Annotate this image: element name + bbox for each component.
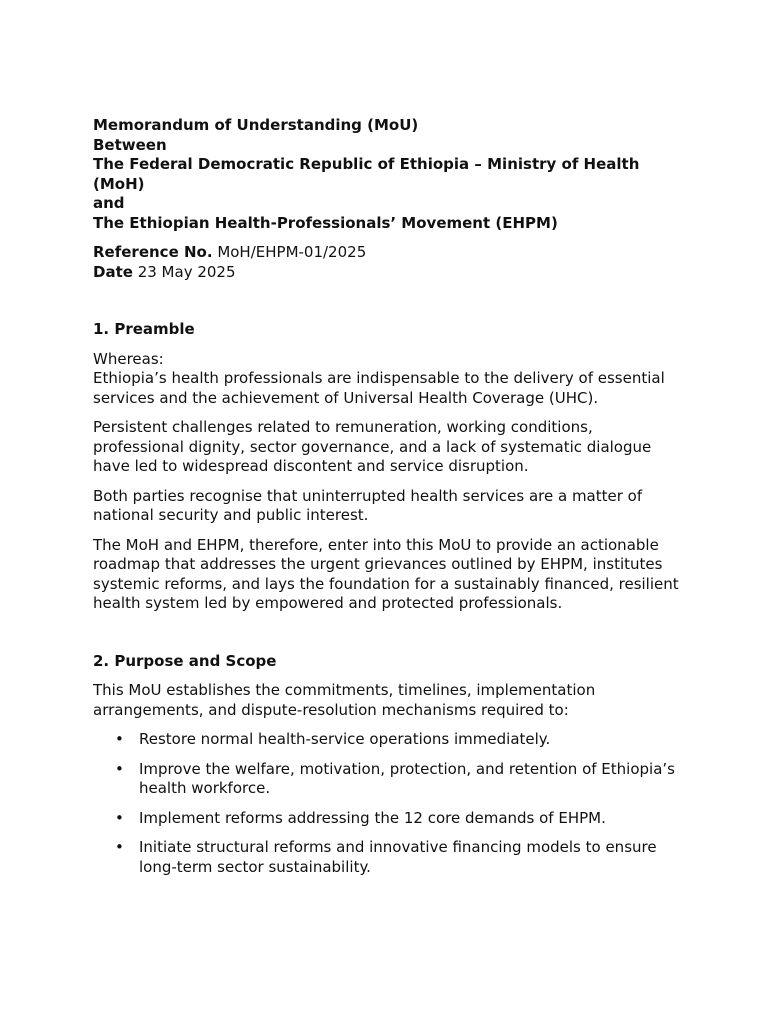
- list-item: • Restore normal health-service operations immediately.: [139, 730, 683, 750]
- title-line-mou: Memorandum of Understanding (MoU): [93, 116, 419, 134]
- purpose-heading: 2. Purpose and Scope: [93, 651, 277, 670]
- preamble-whereas: Whereas:: [93, 349, 164, 368]
- document-title-block: [93, 116, 683, 233]
- list-item: • Improve the welfare, motivation, protection, and retention of Ethiopia’s health workforce.: [139, 760, 683, 799]
- preamble-paragraph-1: Ethiopia’s health professionals are indispensable to the delivery of essential services and the achievement of Universal Health Coverage (UHC).: [93, 369, 665, 407]
- preamble-paragraph-4: The MoH and EHPM, therefore, enter into this MoU to provide an actionable roadmap that addresses the urgent grievances outlined by EHPM, institutes systemic reforms, and lays the foundation for a sustainably financed, resilient health system led by empowered and protected professionals.: [93, 535, 679, 612]
- title-line-and: and: [93, 194, 125, 212]
- purpose-intro: This MoU establishes the commitments, timelines, implementation arrangements, and dispute-resolution mechanisms required to:: [93, 681, 596, 719]
- preamble-heading: 1. Preamble: [93, 320, 195, 338]
- reference-number-value: MoH/EHPM-01/2025: [217, 243, 367, 261]
- title-line-between: Between: [93, 135, 167, 154]
- reference-number-row: [93, 243, 683, 263]
- list-item: • Implement reforms addressing the 12 core demands of EHPM.: [139, 809, 683, 829]
- list-item: • Initiate structural reforms and innovative financing models to ensure long-term sector sustainability.: [139, 838, 683, 877]
- document-page: [93, 116, 683, 887]
- reference-block: [93, 243, 683, 282]
- section-preamble: [93, 320, 683, 614]
- preamble-paragraph-3: Both parties recognise that uninterrupted health services are a matter of national security and public interest.: [93, 486, 643, 524]
- preamble-whereas-paragraph: [93, 350, 683, 409]
- title-line-ehpm: The Ethiopian Health-Professionals’ Movement (EHPM): [93, 213, 558, 232]
- date-label: Date: [93, 262, 133, 281]
- section-purpose-scope: [93, 652, 683, 878]
- preamble-paragraph-2: Persistent challenges related to remuneration, working conditions, professional dignity, sector governance, and a lack of systematic dialogue have led to widespread discontent and service disruption.: [93, 418, 652, 475]
- date-row: [93, 263, 683, 283]
- title-line-ministry: The Federal Democratic Republic of Ethiopia – Ministry of Health (MoH): [93, 155, 640, 193]
- date-value: 23 May 2025: [137, 262, 236, 281]
- purpose-list: [93, 730, 683, 877]
- reference-number-label: Reference No.: [93, 243, 213, 261]
